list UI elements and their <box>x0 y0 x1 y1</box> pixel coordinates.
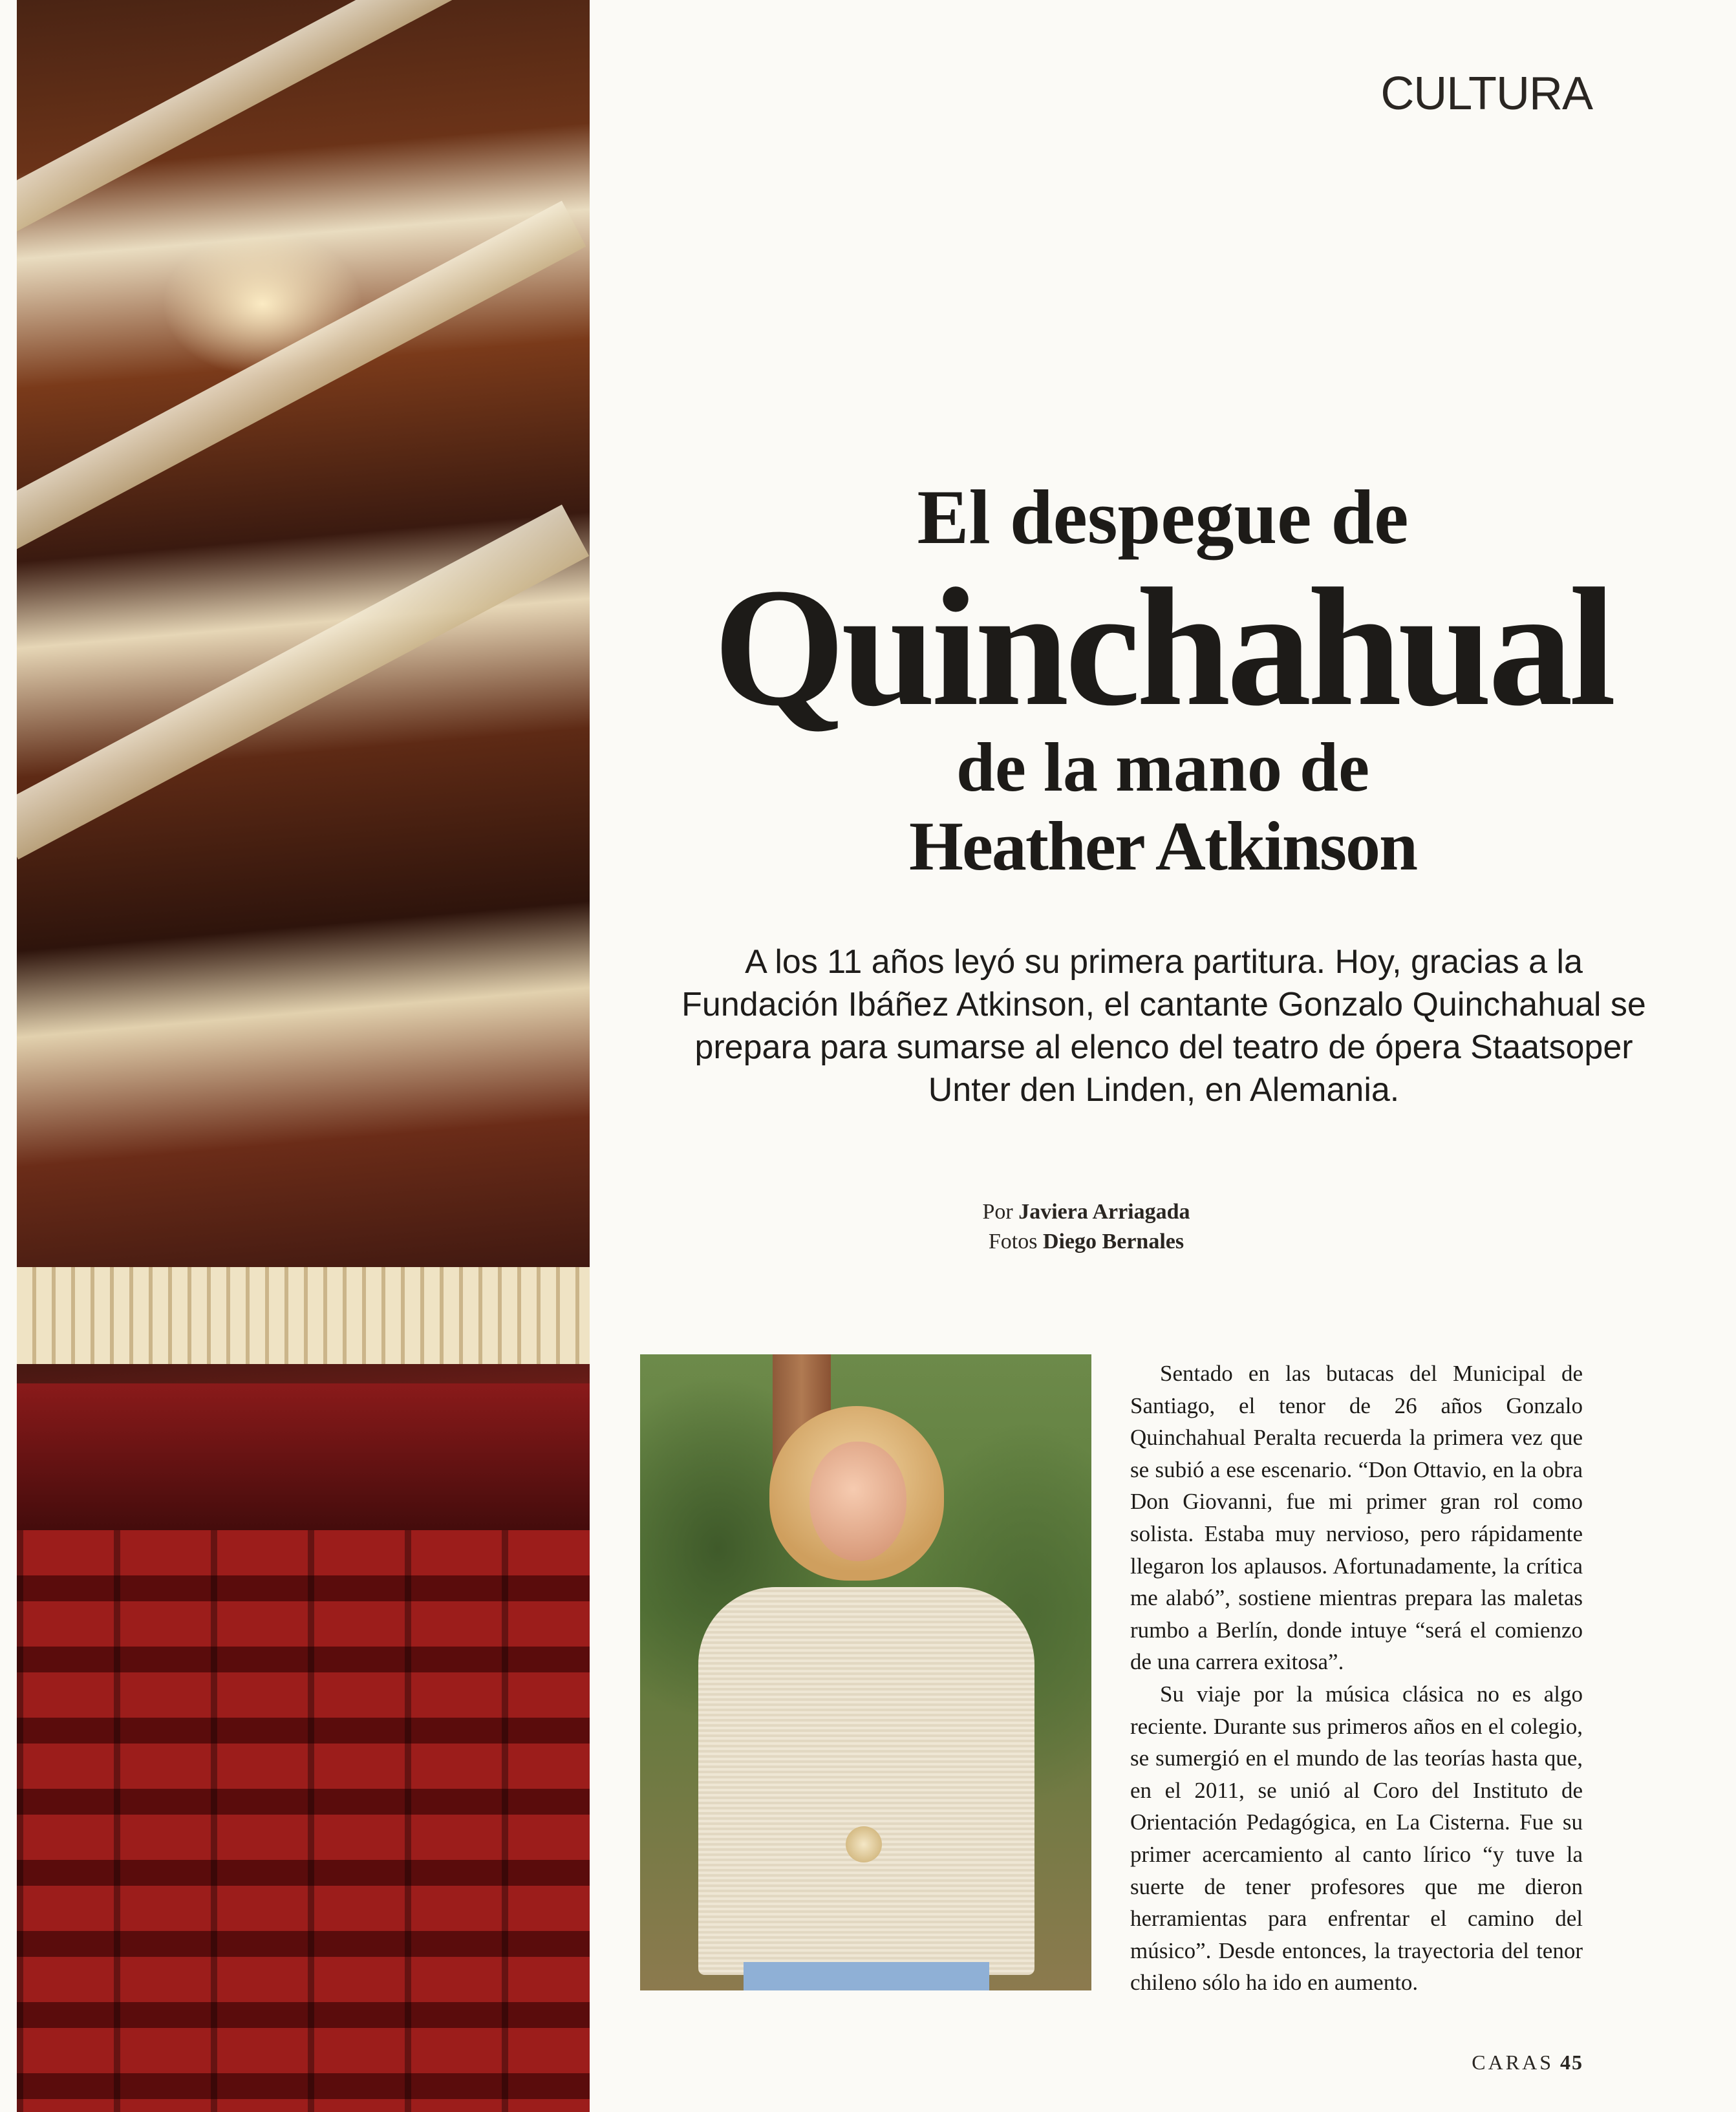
section-label: CULTURA <box>1380 68 1592 120</box>
page-number: 45 <box>1560 2051 1583 2074</box>
headline-name: Quinchahual <box>713 553 1613 741</box>
portrait-jeans <box>744 1962 989 1990</box>
lead-paragraph: A los 11 años leyó su primera partitura. Hoy, gracias a la Fundación Ibáñez Atkinson, el cantante Gonzalo Quinchahual se prepara para sumarse al elenco del teatro de ópera Staatsoper Unter den Linden, en Alemania. <box>681 943 1646 1109</box>
theater-balcony-tier <box>17 505 589 860</box>
headline-line-1: El despegue de <box>917 474 1409 560</box>
theater-balcony-tier <box>17 201 586 550</box>
theater-balcony-rail <box>17 1267 590 1364</box>
author-label: Por <box>982 1200 1013 1224</box>
magazine-name: CARAS <box>1472 2051 1554 2074</box>
theater-balcony-tier <box>17 0 583 234</box>
page-folio <box>1472 2051 1583 2075</box>
author-name: Javiera Arriagada <box>1018 1200 1190 1224</box>
photographer-credit <box>892 1227 1280 1257</box>
theater-stage-wall <box>17 1383 590 1552</box>
headline-line-4: Heather Atkinson <box>908 808 1417 885</box>
portrait-photo <box>640 1354 1091 1990</box>
theater-seats <box>17 1530 590 2112</box>
photographer-name: Diego Bernales <box>1042 1230 1184 1253</box>
headline-line-3: de la mano de <box>956 729 1370 806</box>
body-paragraph: Sentado en las butacas del Municipal de Santiago, el tenor de 26 años Gonzalo Quinchahual Peralta recuerda la primera vez que se subió a ese escenario. “Don Ottavio, en la obra Don Giovanni, fue mi primer gran rol como solista. Estaba muy nervioso, pero rápidamente llegaron los aplausos. Afortunadamente, la crítica me alabó”, sostiene mientras prepara las maletas rumbo a Berlín, donde intuye “será el comienzo de una carrera exitosa”. <box>1130 1361 1583 1675</box>
pendant-necklace <box>846 1826 882 1862</box>
photographer-label: Fotos <box>988 1230 1038 1253</box>
author-credit <box>892 1197 1280 1227</box>
article-body <box>1130 1358 1583 1999</box>
body-paragraph: Su viaje por la música clásica no es algo reciente. Durante sus primeros años en el colegio, se sumergió en el mundo de las teorías hasta que, en el 2011, se unió al Coro del Instituto de Orientación Pedagógica, en La Cisterna. Fue su primer acercamiento al canto lírico “y tuve la suerte de tener profesores que me dieron herramientas para enfrentar el camino del músico”. Desde entonces, la trayectoria del tenor chileno sólo ha ido en aumento. <box>1130 1681 1583 1996</box>
theater-photo <box>17 0 590 2112</box>
portrait-sweater <box>698 1587 1034 1975</box>
headline <box>590 474 1736 885</box>
portrait-face <box>809 1442 906 1561</box>
byline <box>892 1197 1280 1257</box>
